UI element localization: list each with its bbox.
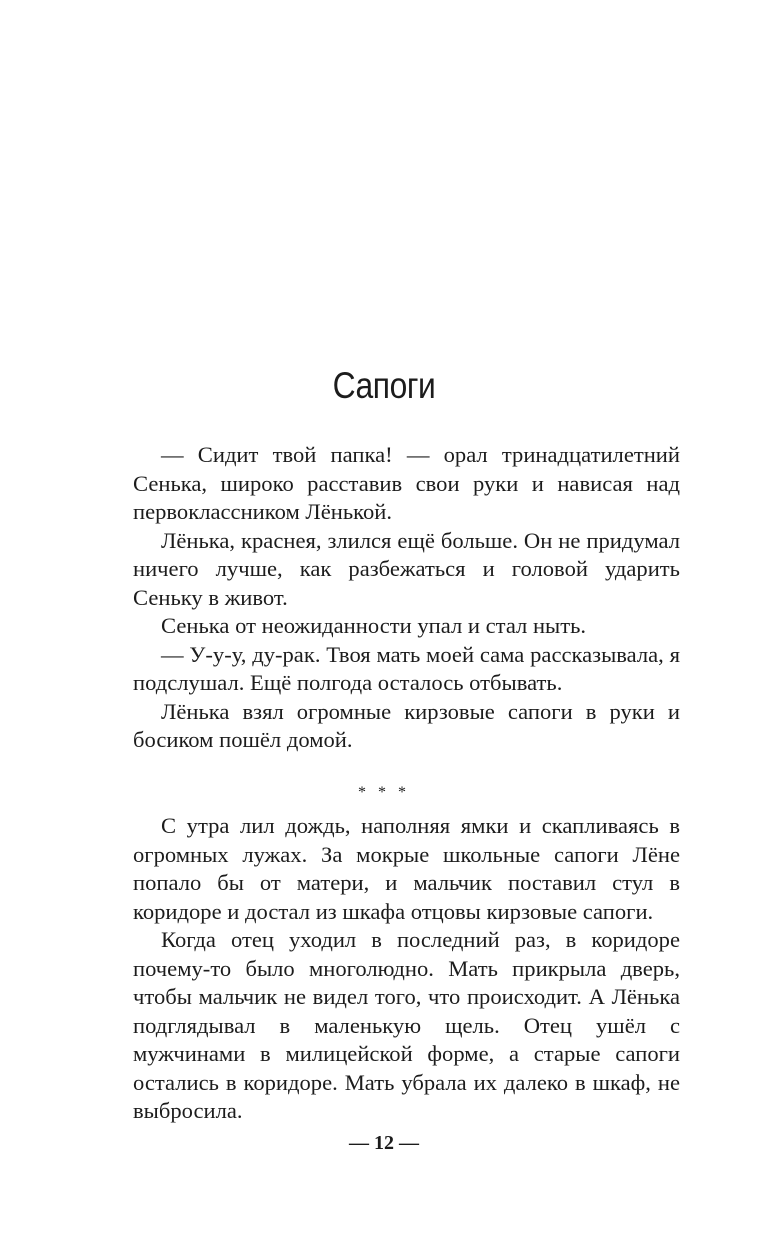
- paragraph: Лёнька, краснея, злился ещё больше. Он не придумал ничего лучше, как разбежаться и головой ударить Сеньку в живот.: [133, 527, 680, 610]
- paragraph: С утра лил дождь, наполняя ямки и скапливаясь в огромных лужах. За мокрые школьные сапоги Лёне попало бы от матери, и мальчик поставил стул в коридоре и достал из шкафа отцовы кирзовые сапоги.: [133, 813, 680, 924]
- paragraph: — Сидит твой папка! — орал тринадцатилетний Сенька, широко расставив свои руки и нависая над первоклассником Лёнькой.: [133, 442, 680, 524]
- paragraph: Когда отец уходил в последний раз, в коридоре почему-то было многолюдно. Мать прикрыла дверь, чтобы мальчик не видел того, что происходит. А Лёнька подглядывал в маленькую щель. Отец ушёл с мужчинами в милицейской форме, а старые сапоги остались в коридоре. Мать убрала их далеко в шкаф, не выбросила.: [133, 927, 680, 1123]
- chapter-title: Сапоги: [332, 365, 436, 406]
- section-one: [133, 441, 680, 755]
- paragraph: Сенька от неожиданности упал и стал ныть.: [161, 613, 587, 638]
- page-number: — 12 —: [349, 1132, 419, 1154]
- section-two: [133, 812, 680, 1126]
- paragraph: Лёнька взял огромные кирзовые сапоги в руки и босиком пошёл домой.: [133, 698, 680, 752]
- section-separator: * * *: [358, 784, 410, 801]
- paragraph: — У-у-у, ду-рак. Твоя мать моей сама рассказывала, я подслушал. Ещё полгода осталось отбывать.: [133, 641, 680, 695]
